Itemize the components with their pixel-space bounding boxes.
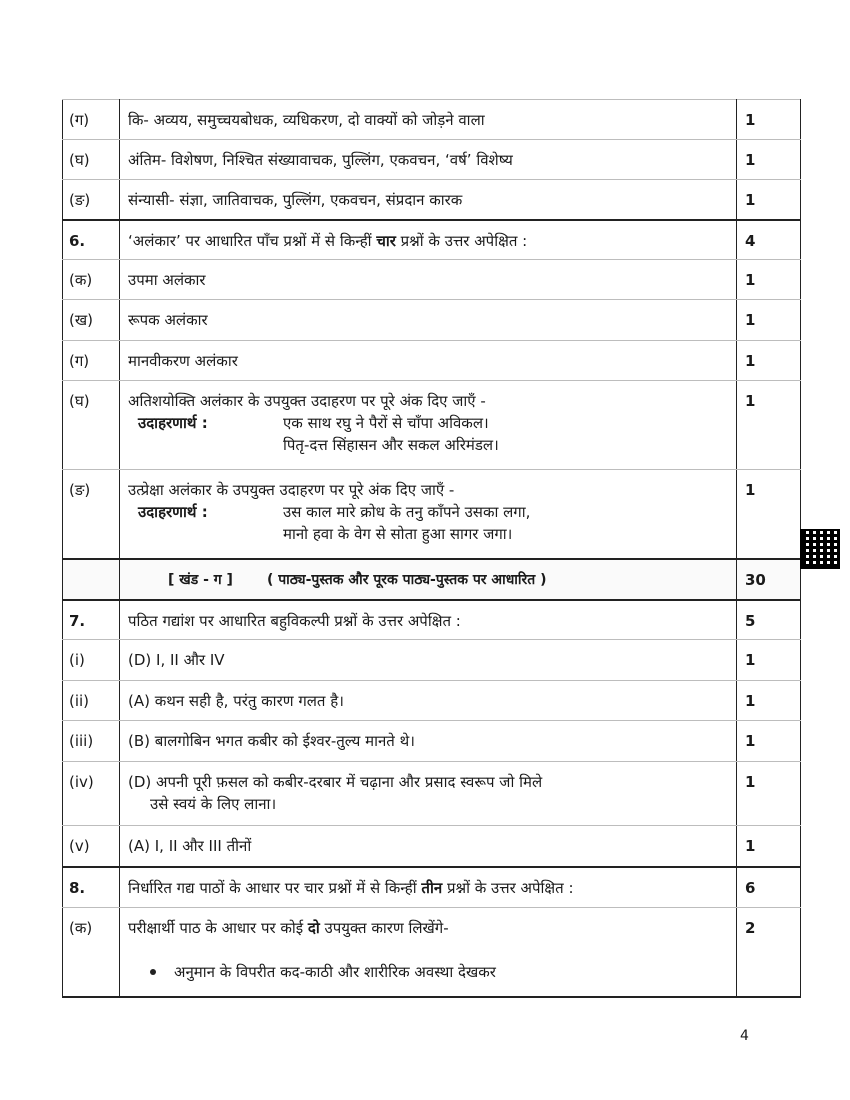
row-text: संन्यासी- संज्ञा, जातिवाचक, पुल्लिंग, एकवचन, संप्रदान कारक xyxy=(120,180,737,220)
intro-text: उपयुक्त कारण लिखेंगे- xyxy=(319,919,449,937)
row-text-bullets xyxy=(120,908,737,997)
answer-line: (D) अपनी पूरी फ़सल को कबीर-दरबार में चढ़ाना और प्रसाद स्वरूप जो मिले xyxy=(128,773,543,791)
example-line xyxy=(128,501,730,523)
table-row xyxy=(63,381,801,470)
question-header-row xyxy=(63,220,801,260)
row-marks: 1 xyxy=(737,470,801,559)
row-number: (iv) xyxy=(63,762,120,826)
answer-line-continued: उसे स्वयं के लिए लाना। xyxy=(150,795,277,813)
table-row xyxy=(63,470,801,559)
bullet-icon xyxy=(150,969,156,975)
row-text: उपमा अलंकार xyxy=(120,260,737,300)
table-row xyxy=(63,260,801,300)
example-label: उदाहरणार्थ : xyxy=(138,414,208,432)
row-marks: 1 xyxy=(737,681,801,721)
example-verse-line: उस काल मारे क्रोध के तनु काँपने उसका लगा, xyxy=(283,503,531,521)
question-instruction: पठित गद्यांश पर आधारित बहुविकल्पी प्रश्नों के उत्तर अपेक्षित : xyxy=(120,600,737,640)
section-subtitle: ( पाठ्य-पुस्तक और पूरक पाठ्य-पुस्तक पर आधारित ) xyxy=(266,571,547,588)
question-number: 7. xyxy=(63,600,120,640)
section-empty-cell xyxy=(63,559,120,600)
instruction-text: ‘अलंकार’ पर आधारित पाँच प्रश्नों में से किन्हीं xyxy=(128,231,377,250)
row-number: (क) xyxy=(63,260,120,300)
example-intro: उत्प्रेक्षा अलंकार के उपयुक्त उदाहरण पर पूरे अंक दिए जाएँ - xyxy=(128,481,455,499)
table-row xyxy=(63,180,801,220)
row-marks: 1 xyxy=(737,762,801,826)
instruction-text: निर्धारित गद्य पाठों के आधार पर चार प्रश्नों में से किन्हीं xyxy=(128,878,422,897)
question-header-row xyxy=(63,600,801,640)
example-verse-line: मानो हवा के वेग से सोता हुआ सागर जगा। xyxy=(283,525,513,543)
row-text-multiline xyxy=(120,762,737,826)
row-text: मानवीकरण अलंकार xyxy=(120,341,737,381)
row-text: कि- अव्यय, समुच्चयबोधक, व्यधिकरण, दो वाक्यों को जोड़ने वाला xyxy=(120,100,737,140)
qr-code-icon xyxy=(800,529,840,569)
example-verse-line: पितृ-दत्त सिंहासन और सकल अरिमंडल। xyxy=(283,436,499,454)
row-text: (A) I, II और III तीनों xyxy=(120,826,737,867)
question-marks: 6 xyxy=(737,867,801,908)
instruction-text: प्रश्नों के उत्तर अपेक्षित : xyxy=(395,231,528,250)
bullet-text: अनुमान के विपरीत कद-काठी और शारीरिक अवस्था देखकर xyxy=(174,963,496,981)
example-label: उदाहरणार्थ : xyxy=(138,503,208,521)
row-number: (घ) xyxy=(63,381,120,470)
table-row xyxy=(63,681,801,721)
section-heading xyxy=(120,559,737,600)
question-instruction xyxy=(120,220,737,260)
table-row xyxy=(63,100,801,140)
row-text: अंतिम- विशेषण, निश्चित संख्यावाचक, पुल्लिंग, एकवचन, ‘वर्ष’ विशेष्य xyxy=(120,140,737,180)
table-row xyxy=(63,908,801,997)
row-number: (क) xyxy=(63,908,120,997)
bullet-item xyxy=(128,961,730,983)
instruction-emphasis: तीन xyxy=(421,878,443,897)
row-number: (ङ) xyxy=(63,470,120,559)
row-text-example xyxy=(120,470,737,559)
section-header-row xyxy=(63,559,801,600)
question-marks: 5 xyxy=(737,600,801,640)
question-number: 8. xyxy=(63,867,120,908)
example-verse-line: एक साथ रघु ने पैरों से चाँपा अविकल। xyxy=(283,414,489,432)
example-line xyxy=(128,412,730,434)
row-marks: 1 xyxy=(737,260,801,300)
row-marks: 1 xyxy=(737,140,801,180)
row-marks: 1 xyxy=(737,381,801,470)
table-row xyxy=(63,640,801,681)
section-title: [ खंड - ग ] xyxy=(168,571,233,588)
row-marks: 1 xyxy=(737,180,801,220)
row-number: (v) xyxy=(63,826,120,867)
row-number: (ख) xyxy=(63,300,120,341)
section-marks: 30 xyxy=(737,559,801,600)
table-row xyxy=(63,140,801,180)
marking-scheme-table xyxy=(62,99,801,998)
intro-text: परीक्षार्थी पाठ के आधार पर कोई xyxy=(128,919,308,937)
row-text-example xyxy=(120,381,737,470)
table-row xyxy=(63,721,801,762)
table-row xyxy=(63,341,801,381)
question-number: 6. xyxy=(63,220,120,260)
question-marks: 4 xyxy=(737,220,801,260)
question-instruction xyxy=(120,867,737,908)
row-number: (ii) xyxy=(63,681,120,721)
intro-emphasis: दो xyxy=(307,919,320,937)
row-number: (ङ) xyxy=(63,180,120,220)
instruction-emphasis: चार xyxy=(376,231,396,250)
row-marks: 1 xyxy=(737,826,801,867)
row-text: (D) I, II और IV xyxy=(120,640,737,681)
row-marks: 1 xyxy=(737,341,801,381)
row-text: (A) कथन सही है, परंतु कारण गलत है। xyxy=(120,681,737,721)
answer-intro xyxy=(128,917,730,939)
example-intro: अतिशयोक्ति अलंकार के उपयुक्त उदाहरण पर पूरे अंक दिए जाएँ - xyxy=(128,392,486,410)
table-row xyxy=(63,762,801,826)
row-number: (घ) xyxy=(63,140,120,180)
row-number: (iii) xyxy=(63,721,120,762)
row-marks: 1 xyxy=(737,640,801,681)
row-marks: 1 xyxy=(737,721,801,762)
row-number: (i) xyxy=(63,640,120,681)
row-text: (B) बालगोबिन भगत कबीर को ईश्वर-तुल्य मानते थे। xyxy=(120,721,737,762)
row-marks: 1 xyxy=(737,100,801,140)
row-marks: 2 xyxy=(737,908,801,997)
instruction-text: प्रश्नों के उत्तर अपेक्षित : xyxy=(442,878,574,897)
table-row xyxy=(63,300,801,341)
page-number: 4 xyxy=(740,1028,749,1044)
row-number: (ग) xyxy=(63,341,120,381)
row-number: (ग) xyxy=(63,100,120,140)
row-marks: 1 xyxy=(737,300,801,341)
table-row xyxy=(63,826,801,867)
row-text: रूपक अलंकार xyxy=(120,300,737,341)
question-header-row xyxy=(63,867,801,908)
